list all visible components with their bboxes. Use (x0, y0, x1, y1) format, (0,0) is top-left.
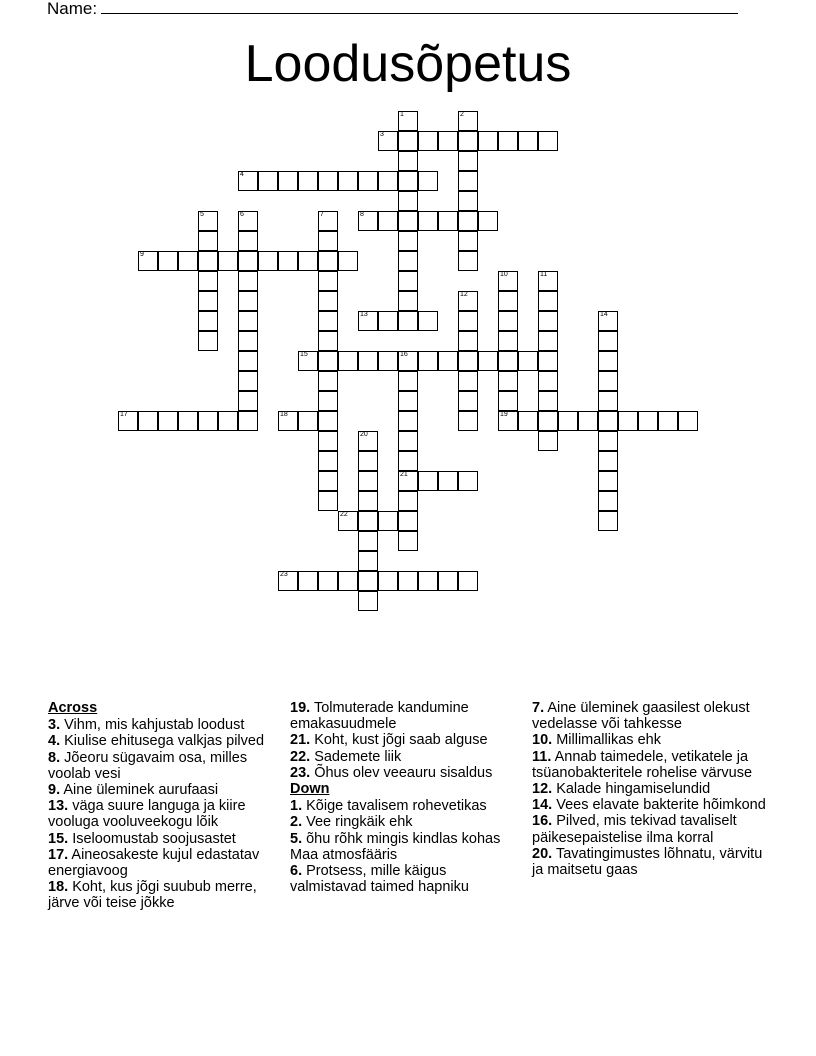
clue-text: väga suure languga ja kiire vooluga vooluveekogu lõik (48, 798, 246, 831)
clue-number: 19 (500, 411, 508, 418)
clue-number: 7. (532, 700, 545, 716)
crossword-cell[interactable] (438, 351, 458, 371)
crossword-cell[interactable] (338, 351, 358, 371)
crossword-cell[interactable] (458, 331, 478, 351)
clue-text: Kõige tavalisem rohevetikas (302, 798, 487, 815)
crossword-cell[interactable] (398, 231, 418, 251)
crossword-cell[interactable] (458, 171, 478, 191)
crossword-cell[interactable] (398, 391, 418, 411)
crossword-cell[interactable] (618, 411, 638, 431)
crossword-cell[interactable] (278, 571, 298, 591)
clue-number: 6 (240, 211, 244, 218)
crossword-cell[interactable] (358, 171, 378, 191)
clue-number: 12 (460, 291, 468, 298)
crossword-cell[interactable] (398, 171, 418, 191)
crossword-cell[interactable] (378, 351, 398, 371)
clue-number: 5 (200, 211, 204, 218)
crossword-cell[interactable] (438, 131, 458, 151)
clue-text: Tolmuterade kandumine emakasuudmele (290, 700, 469, 733)
crossword-cell[interactable] (498, 411, 518, 431)
clue-number: 8. (48, 749, 61, 766)
crossword-cell[interactable] (498, 331, 518, 351)
crossword-cell[interactable] (398, 111, 418, 131)
crossword-cell[interactable] (358, 471, 378, 491)
crossword-cell[interactable] (498, 371, 518, 391)
crossword-cell[interactable] (658, 411, 678, 431)
crossword-cell[interactable] (418, 171, 438, 191)
clue-number: 3. (48, 717, 61, 734)
crossword-cell[interactable] (498, 311, 518, 331)
crossword-cell[interactable] (318, 211, 338, 231)
crossword-cell[interactable] (178, 411, 198, 431)
clue-text: Koht, kus jõgi suubub merre, järve või teise jõkke (48, 879, 257, 912)
clue-number: 6. (290, 863, 303, 880)
crossword-cell[interactable] (538, 331, 558, 351)
crossword-cell[interactable] (598, 451, 618, 471)
clue-number: 1. (290, 798, 303, 815)
crossword-cell[interactable] (538, 131, 558, 151)
crossword-cell[interactable] (198, 271, 218, 291)
clue (290, 863, 520, 895)
crossword-cell[interactable] (458, 111, 478, 131)
crossword-cell[interactable] (378, 311, 398, 331)
crossword-cell[interactable] (498, 131, 518, 151)
clue-number: 10. (532, 732, 553, 749)
crossword-cell[interactable] (298, 351, 318, 371)
clue-number: 16. (532, 813, 553, 830)
clue-number: 8 (360, 211, 364, 218)
crossword-cell[interactable] (358, 351, 378, 371)
clue-text: Kiulise ehitusega valkjas pilved (60, 733, 265, 750)
clue-text: Vee ringkäik ehk (302, 814, 413, 831)
crossword-cell[interactable] (338, 251, 358, 271)
crossword-cell[interactable] (438, 571, 458, 591)
crossword-cell[interactable] (318, 391, 338, 411)
crossword-cell[interactable] (298, 411, 318, 431)
clue (48, 847, 276, 879)
crossword-cell[interactable] (378, 571, 398, 591)
clue-number: 23. (290, 764, 311, 781)
crossword-cell[interactable] (318, 451, 338, 471)
clue-number: 21 (400, 471, 408, 478)
clue-number: 2. (290, 814, 303, 831)
crossword-cell[interactable] (238, 311, 258, 331)
crossword-cell[interactable] (418, 351, 438, 371)
clue (48, 750, 276, 782)
clue-text: Millimallikas ehk (552, 732, 661, 749)
crossword-cell[interactable] (598, 511, 618, 531)
crossword-cell[interactable] (158, 251, 178, 271)
crossword-cell[interactable] (118, 411, 138, 431)
crossword-cell[interactable] (318, 311, 338, 331)
clue (290, 765, 520, 781)
crossword-cell[interactable] (598, 411, 618, 431)
crossword-cell[interactable] (318, 471, 338, 491)
crossword-cell[interactable] (498, 271, 518, 291)
crossword-cell[interactable] (398, 151, 418, 171)
crossword-cell[interactable] (538, 371, 558, 391)
crossword-cell[interactable] (278, 251, 298, 271)
crossword-cell[interactable] (418, 311, 438, 331)
crossword-cell[interactable] (458, 471, 478, 491)
crossword-cell[interactable] (338, 511, 358, 531)
down-heading: Down (290, 781, 330, 798)
clue-number: 15. (48, 830, 69, 847)
crossword-cell[interactable] (438, 471, 458, 491)
clue (532, 813, 772, 845)
crossword-cell[interactable] (218, 251, 238, 271)
clue-number: 4. (48, 733, 61, 750)
crossword-cell[interactable] (278, 411, 298, 431)
crossword-cell[interactable] (458, 211, 478, 231)
clue-text: Jõeoru sügavaim osa, milles voolab vesi (48, 749, 248, 782)
crossword-cell[interactable] (598, 331, 618, 351)
crossword-cell[interactable] (318, 291, 338, 311)
crossword-cell[interactable] (378, 131, 398, 151)
clue-number: 2 (460, 111, 464, 118)
crossword-cell[interactable] (338, 571, 358, 591)
clue-number: 22 (340, 511, 348, 518)
crossword-cell[interactable] (198, 311, 218, 331)
clue (48, 879, 276, 911)
clue-number: 20 (360, 431, 368, 438)
crossword-cell[interactable] (598, 391, 618, 411)
crossword-cell[interactable] (238, 251, 258, 271)
crossword-cell[interactable] (458, 571, 478, 591)
crossword-cell[interactable] (458, 311, 478, 331)
crossword-cell[interactable] (398, 191, 418, 211)
crossword-cell[interactable] (398, 411, 418, 431)
clue-text: Annab taimedele, vetikatele ja tsüanobakteritele rohelise värvuse (532, 748, 753, 781)
crossword-cell[interactable] (538, 411, 558, 431)
crossword-cell[interactable] (598, 471, 618, 491)
crossword-cell[interactable] (458, 411, 478, 431)
crossword-cell[interactable] (318, 431, 338, 451)
crossword-cell[interactable] (158, 411, 178, 431)
clue (48, 782, 276, 798)
clue-number: 18. (48, 879, 69, 896)
crossword-cell[interactable] (518, 411, 538, 431)
clue (532, 700, 772, 732)
crossword-cell[interactable] (358, 511, 378, 531)
crossword-cell[interactable] (238, 211, 258, 231)
crossword-cell[interactable] (458, 391, 478, 411)
crossword-cell[interactable] (478, 351, 498, 371)
clue-number: 3 (380, 131, 384, 138)
clue-text: Aineosakeste kujul edastatav energiavoog (48, 846, 260, 880)
clue-text: Vihm, mis kahjustab loodust (60, 717, 245, 734)
clue-text: õhu rõhk mingis kindlas kohas Maa atmosfääris (290, 830, 501, 863)
across-heading: Across (48, 700, 98, 716)
crossword-cell[interactable] (138, 411, 158, 431)
crossword-cell[interactable] (358, 491, 378, 511)
clue-number: 12. (532, 781, 553, 798)
clue-number: 9. (48, 782, 61, 799)
crossword-cell[interactable] (378, 171, 398, 191)
clue-number: 17. (48, 846, 69, 863)
clue-number: 17 (120, 411, 128, 418)
crossword-cell[interactable] (398, 531, 418, 551)
crossword-cell[interactable] (198, 291, 218, 311)
crossword-cell[interactable] (598, 311, 618, 331)
crossword-cell[interactable] (458, 151, 478, 171)
clue (532, 732, 772, 748)
crossword-cell[interactable] (418, 131, 438, 151)
crossword-cell[interactable] (398, 471, 418, 491)
crossword-cell[interactable] (358, 571, 378, 591)
clue-number: 13 (360, 311, 368, 318)
clue-text: Tavatingimustes lõhnatu, värvitu ja maitsetu gaas (532, 845, 763, 879)
clue (290, 749, 520, 765)
crossword-cell[interactable] (498, 391, 518, 411)
crossword-cell[interactable] (398, 351, 418, 371)
clue-number: 16 (400, 351, 408, 358)
clue (290, 732, 520, 748)
crossword-cell[interactable] (238, 391, 258, 411)
crossword-cell[interactable] (478, 131, 498, 151)
crossword-cell[interactable] (598, 371, 618, 391)
crossword-cell[interactable] (358, 531, 378, 551)
crossword-cell[interactable] (398, 251, 418, 271)
clue-text: Aine üleminek aurufaasi (60, 782, 219, 799)
crossword-cell[interactable] (598, 491, 618, 511)
crossword-cell[interactable] (378, 211, 398, 231)
clue (290, 700, 520, 732)
crossword-cell[interactable] (378, 511, 398, 531)
crossword-cell[interactable] (538, 391, 558, 411)
crossword-cell[interactable] (638, 411, 658, 431)
clue-number: 9 (140, 251, 144, 258)
clue-number: 21. (290, 732, 311, 749)
clue-number: 4 (240, 171, 244, 178)
clue (532, 846, 772, 878)
crossword-cell[interactable] (398, 451, 418, 471)
crossword-cell[interactable] (358, 431, 378, 451)
crossword-cell[interactable] (278, 171, 298, 191)
crossword-cell[interactable] (358, 591, 378, 611)
crossword-cell[interactable] (318, 251, 338, 271)
clue-number: 19. (290, 700, 311, 716)
crossword-cell[interactable] (498, 291, 518, 311)
clue-text: Vees elavate bakterite hõimkond (552, 797, 766, 814)
clue (290, 831, 520, 863)
crossword-cell[interactable] (258, 171, 278, 191)
crossword-cell[interactable] (198, 231, 218, 251)
clue-text: Koht, kust jõgi saab alguse (310, 732, 488, 749)
crossword-cell[interactable] (458, 191, 478, 211)
crossword-cell[interactable] (578, 411, 598, 431)
crossword-cell[interactable] (318, 411, 338, 431)
crossword-cell[interactable] (358, 311, 378, 331)
clue-text: Pilved, mis tekivad tavaliselt päikesepaistelise ilma korral (532, 813, 737, 846)
crossword-cell[interactable] (558, 411, 578, 431)
crossword-cell[interactable] (398, 571, 418, 591)
crossword-cell[interactable] (358, 211, 378, 231)
crossword-cell[interactable] (438, 211, 458, 231)
clue (290, 798, 520, 814)
clue-text: Protsess, mille käigus valmistavad taimed hapniku (290, 863, 469, 896)
crossword-cell[interactable] (398, 211, 418, 231)
crossword-cell[interactable] (238, 291, 258, 311)
crossword-cell[interactable] (478, 211, 498, 231)
crossword-cell[interactable] (318, 371, 338, 391)
clue-text: Kalade hingamiselundid (552, 781, 711, 798)
crossword-cell[interactable] (458, 251, 478, 271)
clue (290, 814, 520, 830)
clue-column-2 (290, 700, 520, 895)
crossword-cell[interactable] (238, 411, 258, 431)
crossword-cell[interactable] (358, 551, 378, 571)
crossword-cell[interactable] (538, 311, 558, 331)
clue-column-3 (532, 700, 772, 878)
crossword-cell[interactable] (178, 251, 198, 271)
crossword-cell[interactable] (318, 571, 338, 591)
name-field[interactable] (47, 0, 738, 19)
crossword-cell[interactable] (538, 291, 558, 311)
clue-number: 20. (532, 845, 553, 862)
crossword-cell[interactable] (398, 491, 418, 511)
clue-number: 13. (48, 798, 69, 815)
crossword-cell[interactable] (338, 171, 358, 191)
crossword-cell[interactable] (398, 431, 418, 451)
name-label: Name: (47, 0, 98, 18)
crossword-cell[interactable] (458, 291, 478, 311)
crossword-cell[interactable] (238, 231, 258, 251)
clue-text: Aine üleminek gaasilest olekust vedelasse või tahkesse (532, 700, 750, 733)
crossword-cell[interactable] (318, 231, 338, 251)
crossword-cell[interactable] (538, 271, 558, 291)
clue-number: 5. (290, 830, 303, 847)
crossword-cell[interactable] (318, 331, 338, 351)
crossword-cell[interactable] (398, 371, 418, 391)
crossword-cell[interactable] (458, 371, 478, 391)
clue (48, 733, 276, 749)
crossword-cell[interactable] (538, 431, 558, 451)
name-underline[interactable] (101, 0, 738, 14)
crossword-cell[interactable] (298, 571, 318, 591)
clue (532, 781, 772, 797)
clue-number: 22. (290, 748, 311, 765)
crossword-cell[interactable] (418, 211, 438, 231)
clue-number: 18 (280, 411, 288, 418)
crossword-cell[interactable] (318, 171, 338, 191)
crossword-cell[interactable] (518, 351, 538, 371)
crossword-cell[interactable] (198, 411, 218, 431)
crossword-cell[interactable] (498, 351, 518, 371)
clue-text: Sademete liik (310, 748, 402, 765)
clue-text: Iseloomustab soojusastet (68, 830, 236, 847)
crossword-cell[interactable] (398, 271, 418, 291)
crossword-cell[interactable] (318, 351, 338, 371)
crossword-cell[interactable] (518, 131, 538, 151)
page-title: Loodusõpetus (244, 35, 572, 93)
clue (532, 749, 772, 781)
clue-number: 23 (280, 571, 288, 578)
crossword-cell[interactable] (398, 511, 418, 531)
crossword-cell[interactable] (238, 171, 258, 191)
crossword-cell[interactable] (198, 331, 218, 351)
crossword-cell[interactable] (398, 131, 418, 151)
crossword-cell[interactable] (398, 311, 418, 331)
crossword-cell[interactable] (318, 491, 338, 511)
crossword-cell[interactable] (418, 571, 438, 591)
crossword-cell[interactable] (538, 351, 558, 371)
crossword-cell[interactable] (138, 251, 158, 271)
crossword-cell[interactable] (238, 271, 258, 291)
crossword-cell[interactable] (238, 331, 258, 351)
crossword-cell[interactable] (198, 211, 218, 231)
clue-number: 7 (320, 211, 324, 218)
crossword-cell[interactable] (458, 351, 478, 371)
crossword-cell[interactable] (198, 251, 218, 271)
crossword-cell[interactable] (258, 251, 278, 271)
clue-number: 14 (600, 311, 608, 318)
clue-number: 15 (300, 351, 308, 358)
crossword-cell[interactable] (458, 131, 478, 151)
crossword-cell[interactable] (598, 351, 618, 371)
clue (48, 798, 276, 830)
clue-number: 14. (532, 797, 553, 814)
clue (532, 797, 772, 813)
clue-column-1 (48, 700, 276, 912)
crossword-cell[interactable] (418, 471, 438, 491)
clue-text: Õhus olev veeauru sisaldus (310, 764, 493, 781)
crossword-cell[interactable] (238, 351, 258, 371)
crossword-cell[interactable] (238, 371, 258, 391)
clue-number: 1 (400, 111, 404, 118)
crossword-cell[interactable] (318, 271, 338, 291)
clue-number: 10 (500, 271, 508, 278)
crossword-cell[interactable] (298, 251, 318, 271)
clue-number: 11 (540, 271, 548, 278)
crossword-cell[interactable] (678, 411, 698, 431)
crossword-cell[interactable] (458, 231, 478, 251)
crossword-cell[interactable] (298, 171, 318, 191)
crossword-cell[interactable] (598, 431, 618, 451)
crossword-cell[interactable] (218, 411, 238, 431)
crossword-cell[interactable] (358, 451, 378, 471)
clue (48, 717, 276, 733)
clue-number: 11. (532, 748, 552, 765)
crossword-cell[interactable] (398, 291, 418, 311)
clue (48, 831, 276, 847)
